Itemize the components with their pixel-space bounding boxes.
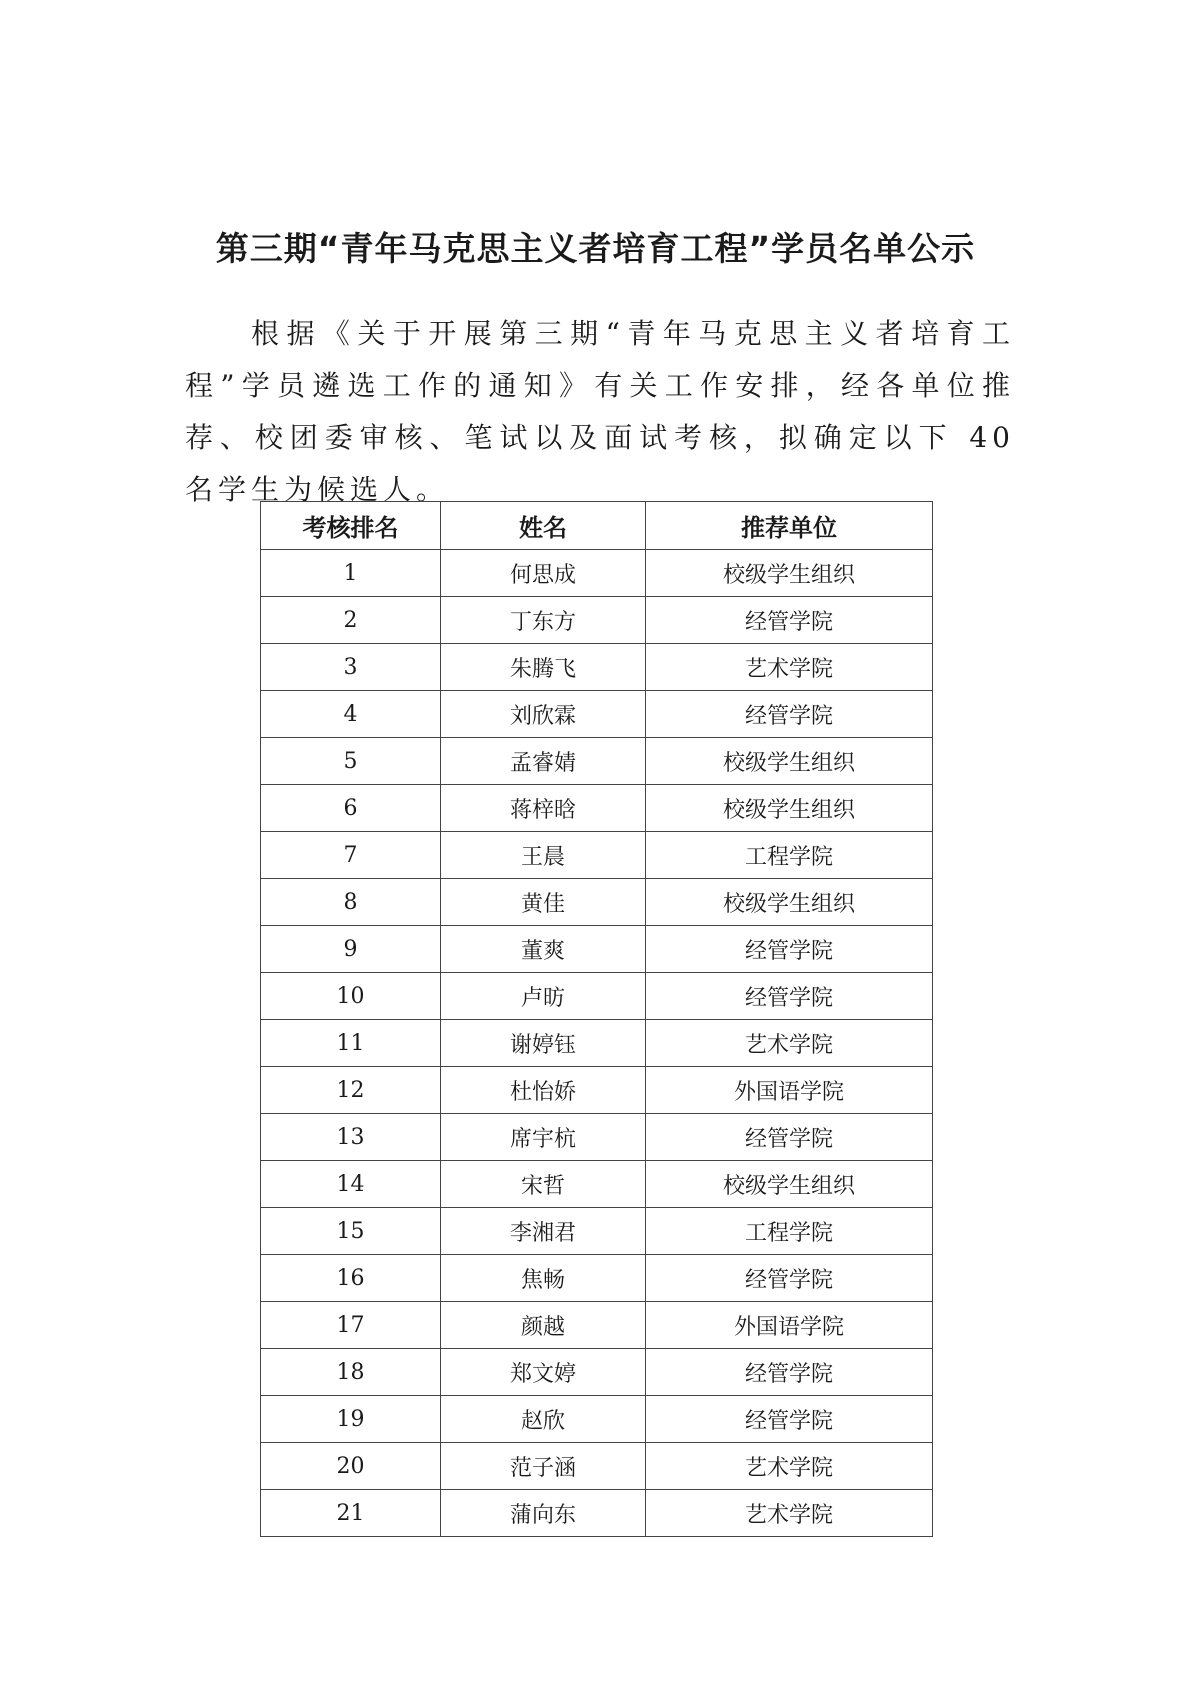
rank-cell: 10	[261, 973, 441, 1020]
unit-cell: 经管学院	[646, 1114, 933, 1161]
unit-cell: 校级学生组织	[646, 785, 933, 832]
table-row	[261, 1490, 933, 1537]
unit-cell: 校级学生组织	[646, 550, 933, 597]
unit-cell: 校级学生组织	[646, 1161, 933, 1208]
rank-cell: 17	[261, 1302, 441, 1349]
name-cell: 王晨	[441, 832, 646, 879]
table-row	[261, 832, 933, 879]
rank-cell: 4	[261, 691, 441, 738]
rank-cell: 7	[261, 832, 441, 879]
unit-cell: 经管学院	[646, 926, 933, 973]
name-cell: 郑文婷	[441, 1349, 646, 1396]
unit-cell: 工程学院	[646, 832, 933, 879]
rank-cell: 13	[261, 1114, 441, 1161]
unit-cell: 艺术学院	[646, 1020, 933, 1067]
rank-cell: 3	[261, 644, 441, 691]
rank-cell: 12	[261, 1067, 441, 1114]
unit-cell: 艺术学院	[646, 1443, 933, 1490]
table-row	[261, 1396, 933, 1443]
unit-cell: 校级学生组织	[646, 879, 933, 926]
rank-cell: 5	[261, 738, 441, 785]
name-cell: 谢婷钰	[441, 1020, 646, 1067]
name-cell: 蒲向东	[441, 1490, 646, 1537]
table-row	[261, 1208, 933, 1255]
table-row	[261, 973, 933, 1020]
table-row	[261, 597, 933, 644]
rank-cell: 16	[261, 1255, 441, 1302]
table-row	[261, 550, 933, 597]
name-cell: 董爽	[441, 926, 646, 973]
unit-cell: 经管学院	[646, 1255, 933, 1302]
document-title: 第三期“青年马克思主义者培育工程”学员名单公示	[215, 229, 976, 269]
unit-cell: 经管学院	[646, 1349, 933, 1396]
intro-paragraph: 根据《关于开展第三期“青年马克思主义者培育工程”学员遴选工作的通知》有关工作安排，经各单位推荐、校团委审核、笔试以及面试考核，拟确定以下 40 名学生为候选人。	[185, 317, 1015, 506]
name-cell: 宋哲	[441, 1161, 646, 1208]
name-cell: 杜怡娇	[441, 1067, 646, 1114]
rank-cell: 21	[261, 1490, 441, 1537]
unit-cell: 艺术学院	[646, 644, 933, 691]
table-row	[261, 1443, 933, 1490]
unit-cell: 工程学院	[646, 1208, 933, 1255]
table-row	[261, 691, 933, 738]
table-body	[261, 550, 933, 1537]
rank-cell: 2	[261, 597, 441, 644]
rank-cell: 6	[261, 785, 441, 832]
name-cell: 范子涵	[441, 1443, 646, 1490]
unit-cell: 经管学院	[646, 973, 933, 1020]
rank-cell: 15	[261, 1208, 441, 1255]
rank-cell: 14	[261, 1161, 441, 1208]
name-cell: 丁东方	[441, 597, 646, 644]
table-row	[261, 1349, 933, 1396]
rank-cell: 20	[261, 1443, 441, 1490]
header-name: 姓名	[441, 502, 646, 550]
table-row	[261, 1067, 933, 1114]
table-row	[261, 1302, 933, 1349]
rank-cell: 18	[261, 1349, 441, 1396]
unit-cell: 经管学院	[646, 1396, 933, 1443]
name-cell: 席宇杭	[441, 1114, 646, 1161]
table-row	[261, 738, 933, 785]
table-row	[261, 1114, 933, 1161]
rank-cell: 19	[261, 1396, 441, 1443]
name-cell: 何思成	[441, 550, 646, 597]
name-cell: 赵欣	[441, 1396, 646, 1443]
table-row	[261, 1161, 933, 1208]
name-cell: 蒋梓晗	[441, 785, 646, 832]
name-cell: 卢昉	[441, 973, 646, 1020]
name-cell: 黄佳	[441, 879, 646, 926]
candidate-table	[260, 501, 933, 1537]
name-cell: 刘欣霖	[441, 691, 646, 738]
name-cell: 李湘君	[441, 1208, 646, 1255]
header-rank: 考核排名	[261, 502, 441, 550]
unit-cell: 经管学院	[646, 691, 933, 738]
unit-cell: 外国语学院	[646, 1302, 933, 1349]
name-cell: 朱腾飞	[441, 644, 646, 691]
table-row	[261, 785, 933, 832]
table-header-row	[261, 502, 933, 550]
unit-cell: 外国语学院	[646, 1067, 933, 1114]
table-row	[261, 1020, 933, 1067]
table-row	[261, 879, 933, 926]
name-cell: 颜越	[441, 1302, 646, 1349]
name-cell: 焦畅	[441, 1255, 646, 1302]
rank-cell: 1	[261, 550, 441, 597]
table-row	[261, 644, 933, 691]
rank-cell: 8	[261, 879, 441, 926]
table-row	[261, 1255, 933, 1302]
unit-cell: 艺术学院	[646, 1490, 933, 1537]
rank-cell: 9	[261, 926, 441, 973]
unit-cell: 校级学生组织	[646, 738, 933, 785]
table-row	[261, 926, 933, 973]
name-cell: 孟睿婧	[441, 738, 646, 785]
header-unit: 推荐单位	[646, 502, 933, 550]
unit-cell: 经管学院	[646, 597, 933, 644]
rank-cell: 11	[261, 1020, 441, 1067]
